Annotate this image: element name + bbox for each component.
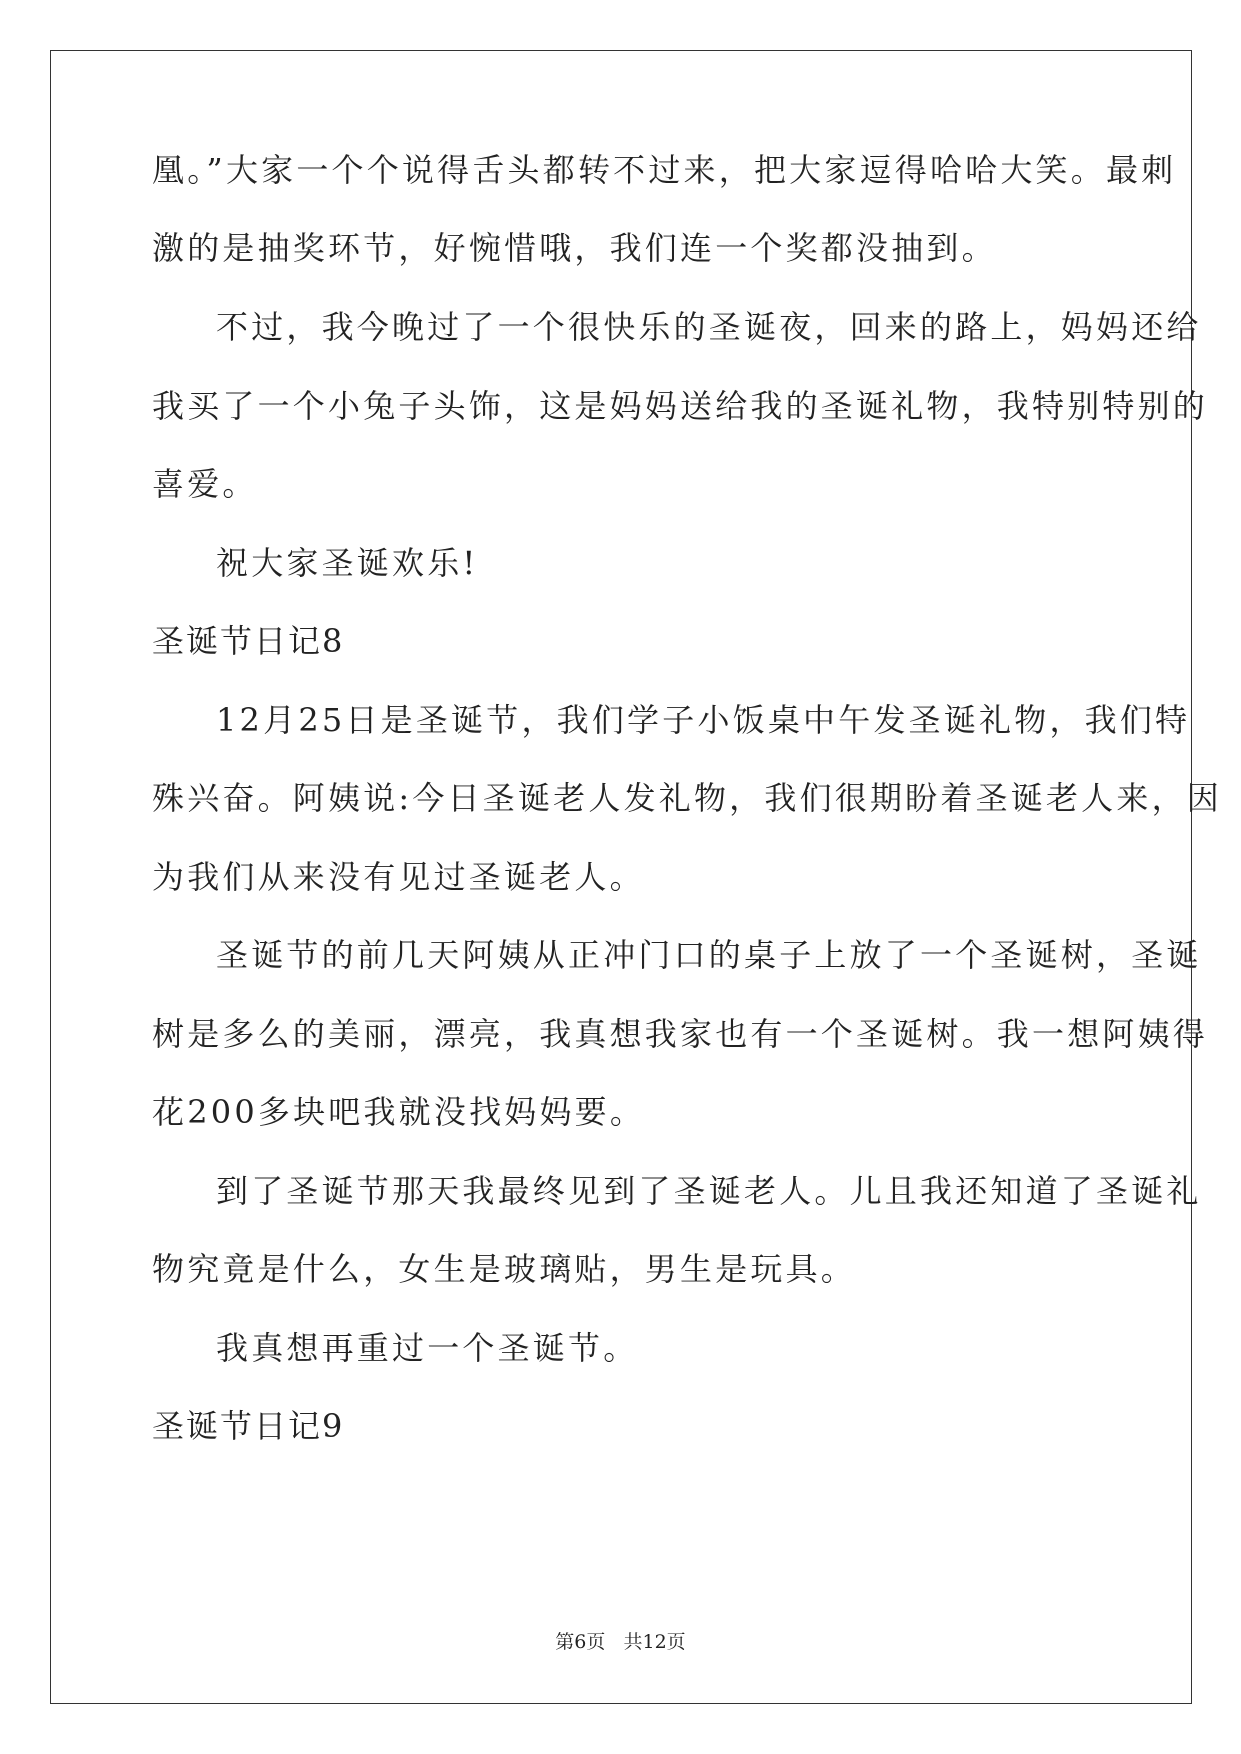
- section-heading: 圣诞节日记8: [152, 622, 345, 660]
- section-heading: 圣诞节日记9: [152, 1407, 345, 1445]
- paragraph-line: 为我们从来没有见过圣诞老人。: [152, 858, 645, 896]
- paragraph-line: 凰。”大家一个个说得舌头都转不过来，把大家逗得哈哈大笑。最刺: [152, 151, 1177, 189]
- paragraph-line: 我真想再重过一个圣诞节。: [216, 1329, 639, 1367]
- page-number-footer: 第6页 共12页: [555, 1631, 686, 1653]
- paragraph-line: 喜爱。: [152, 465, 258, 503]
- paragraph-line: 激的是抽奖环节，好惋惜哦，我们连一个奖都没抽到。: [152, 229, 997, 267]
- paragraph-line: 圣诞节的前几天阿姨从正冲门口的桌子上放了一个圣诞树，圣诞: [216, 936, 1202, 974]
- paragraph-line: 花200多块吧我就没找妈妈要。: [152, 1093, 646, 1131]
- paragraph-line: 我买了一个小兔子头饰，这是妈妈送给我的圣诞礼物，我特别特别的: [152, 387, 1209, 425]
- paragraph-line: 物究竟是什么，女生是玻璃贴，男生是玩具。: [152, 1250, 857, 1288]
- paragraph-line: 12月25日是圣诞节，我们学子小饭桌中午发圣诞礼物，我们特: [216, 701, 1191, 739]
- paragraph-line: 树是多么的美丽，漂亮，我真想我家也有一个圣诞树。我一想阿姨得: [152, 1015, 1209, 1053]
- paragraph-line: 不过，我今晚过了一个很快乐的圣诞夜，回来的路上，妈妈还给: [216, 308, 1202, 346]
- paragraph-line: 祝大家圣诞欢乐!: [216, 544, 479, 582]
- paragraph-line: 到了圣诞节那天我最终见到了圣诞老人。儿且我还知道了圣诞礼: [216, 1172, 1202, 1210]
- paragraph-line: 殊兴奋。阿姨说:今日圣诞老人发礼物，我们很期盼着圣诞老人来，因: [152, 779, 1222, 817]
